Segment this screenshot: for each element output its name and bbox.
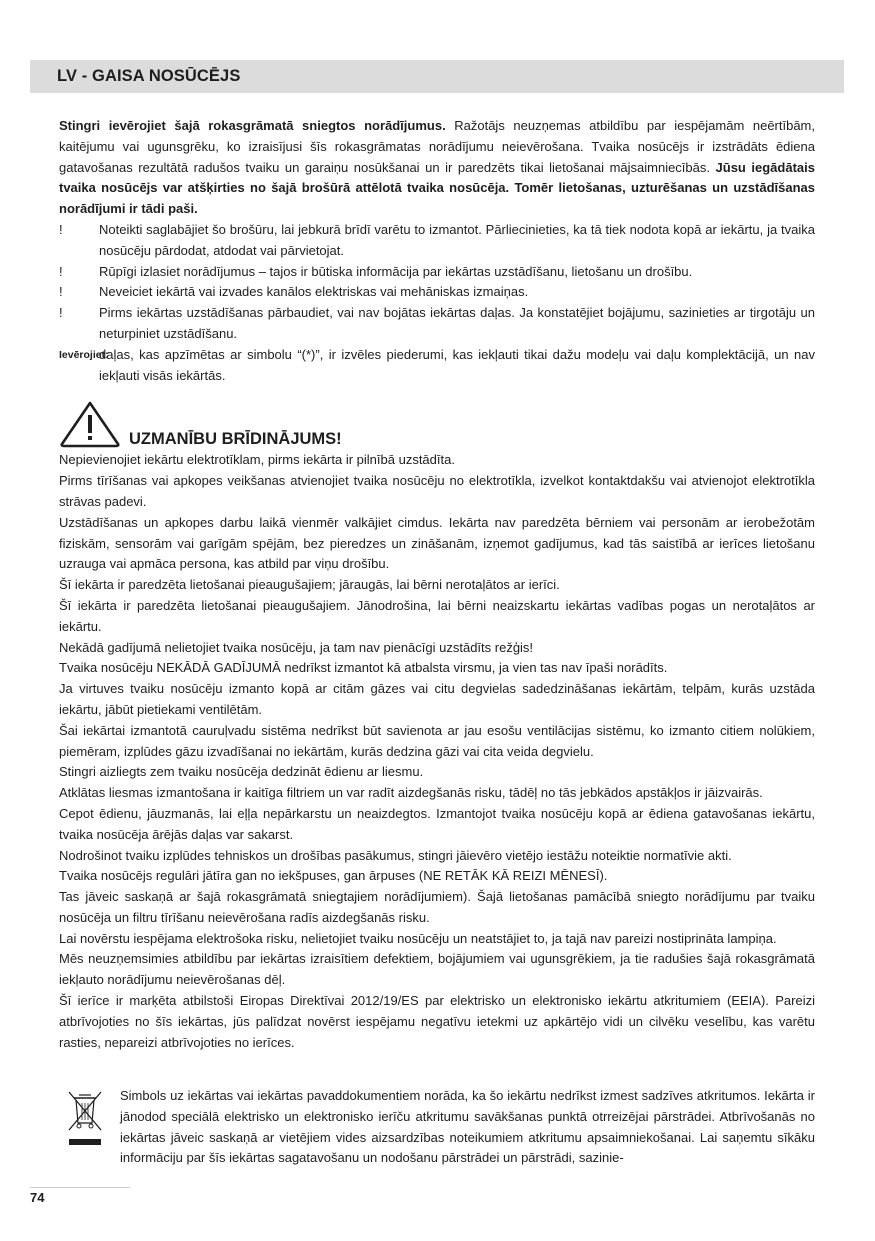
- bullet-text: Neveiciet iekārtā vai izvades kanālos elektriskas vai mehāniskas izmaiņas.: [99, 284, 529, 300]
- warning-paragraph: Šai iekārtai izmantotā cauruļvadu sistēma nedrīkst būt savienota ar jau esošu ventilācijas sistēmu, ko izmanto citiem nolūkiem, piemēram, izplūdes gāzu izvadīšanai no iekārtām, kurās dedzina gāzi vai cita veida degvielu.: [59, 722, 815, 759]
- intro-text: Ražotājs neuzņemas atbildību par iespējamām neērtībām, kaitējumu vai ugunsgrēku, ko izraisījusi šīs rokasgrāmatas norādījumu neievērošana. Tvaika nosūcējs ir izstrādāts ēdiena gatavošanas rezultātā radušos tvaiku un garaiņu nosūkšanai un ir paredzēts tikai lietošanai mājsaimniecībās.: [59, 118, 815, 175]
- warning-paragraph: Tvaika nosūcēju NEKĀDĀ GADĪJUMĀ nedrīkst izmantot kā atbalsta virsmu, ja vien tas nav īpaši norādīts.: [59, 660, 668, 676]
- bullet-text: Pirms iekārtas uzstādīšanas pārbaudiet, vai nav bojātas iekārtas daļas. Ja konstatējiet bojājumu, sazinieties ar tirgotāju un neturpiniet uzstādīšanu.: [99, 305, 815, 341]
- warning-paragraph: Šī iekārta ir paredzēta lietošanai pieaugušajiem. Jānodrošina, lai bērni neaizskartu iekārtas vadības pogas un nerotaļātos ar iekārtu.: [59, 597, 815, 634]
- warning-paragraph: Tas jāveic saskaņā ar šajā rokasgrāmatā sniegtajiem norādījumiem). Šajā lietošanas pamācībā sniegto norādījumu par tvaiku nosūcēja un filtru tīrīšanu neievērošana radīs aizdegšanās risku.: [59, 889, 815, 925]
- warning-paragraph: Uzstādīšanas un apkopes darbu laikā vienmēr valkājiet cimdus. Iekārta nav paredzēta bērniem vai personām ar ierobežotām fiziskām, sensorām vai garīgām spējām, bez pieredzes un zināšanām, izņemot gadījumus, kad tās saistībā ar ierīces lietošanu uzrauga vai apmāca persona, kas atbild par viņu drošību.: [59, 514, 815, 572]
- warning-paragraph: Ja virtuves tvaiku nosūcēju izmanto kopā ar citām gāzes vai citu degvielas sadedzināšanas iekārtām, telpām, kurās uzstāda iekārtu, jābūt pietiekami ventilētām.: [59, 681, 815, 717]
- footer-divider: [30, 1187, 130, 1188]
- exclamation-icon: !: [59, 221, 63, 237]
- warning-triangle-icon: [59, 400, 121, 448]
- bullet-item: [59, 220, 815, 262]
- bullet-item: [59, 262, 815, 283]
- warning-paragraph: Stingri aizliegts zem tvaiku nosūcēja dedzināt ēdienu ar liesmu.: [59, 764, 424, 780]
- crossed-out-bin-icon: [65, 1086, 105, 1150]
- warning-paragraph: Šī ierīce ir marķēta atbilstoši Eiropas Direktīvai 2012/19/ES par elektrisko un elektronisko iekārtu atkritumiem (EEIA). Pareizi atbrīvojoties no šīs iekārtas, jūs palīdzat novērst iespējamu negatīvu ietekmi uz apkārtējo vidi un cilvēku veselību, kas varētu rasties, nepareizi atbrīvojoties no ierīces.: [59, 993, 815, 1050]
- exclamation-icon: !: [59, 284, 63, 300]
- bullet-item: [59, 282, 815, 303]
- bullet-text: Noteikti saglabājiet šo brošūru, lai jebkurā brīdī varētu to izmantot. Pārliecinieties, ka tā tiek nodota kopā ar iekārtu, ja tvaika nosūcēju pārdodat, atdodat vai pārvietojat.: [99, 221, 815, 258]
- warning-paragraph: Tvaika nosūcējs regulāri jātīra gan no iekšpuses, gan ārpuses (NE RETĀK KĀ REIZI MĒNESĪ).: [59, 868, 608, 884]
- note-text: daļas, kas apzīmētas ar simbolu “(*)”, ir izvēles piederumi, kas iekļauti tikai dažu modeļu vai daļu komplektācijā, un nav iekļauti visās iekārtās.: [99, 346, 815, 383]
- note-label: Ievērojiet:: [59, 348, 109, 361]
- intro-bold-end: Jūsu iegādātais tvaika nosūcējs var atšķirties no šajā brošūrā attēlotā tvaika nosūcēja. Tomēr lietošanas, uzturēšanas un uzstādīšanas norādījumi ir tādi paši.: [59, 159, 815, 217]
- intro-bold-start: Stingri ievērojiet šajā rokasgrāmatā sniegtos norādījumus.: [59, 118, 446, 133]
- warning-paragraph: Lai novērstu iespējama elektrošoka risku, nelietojiet tvaiku nosūcēju un neatstājiet to, ja tajā nav pareizi nostiprināta lampiņa.: [59, 930, 777, 946]
- section-title: LV - GAISA NOSŪCĒJS: [57, 67, 241, 85]
- intro-paragraph: [59, 116, 815, 220]
- warnings-list: [59, 450, 815, 1053]
- section-header-bar: [30, 60, 844, 93]
- page-number: 74: [30, 1190, 45, 1205]
- warnings-title: UZMANĪBU BRĪDINĀJUMS!: [129, 430, 342, 449]
- warning-paragraph: Atklātas liesmas izmantošana ir kaitīga filtriem un var radīt aizdegšanās risku, tādēļ no tās jebkādos apstākļos ir jāizvairās.: [59, 785, 763, 801]
- warnings-heading: [59, 400, 815, 450]
- document-body: [59, 116, 815, 1053]
- note-paragraph: [59, 345, 815, 387]
- warning-paragraph: Cepot ēdienu, jāuzmanās, lai eļļa nepārkarstu un neaizdegtos. Izmantojot tvaika nosūcēju kopā ar ēdiena gatavošanas iekārtu, tvaika nosūcēja ārējās daļas var sakarst.: [59, 805, 815, 842]
- warning-paragraph: Nekādā gadījumā nelietojiet tvaika nosūcēju, ja tam nav pienācīgi uzstādīts režģis!: [59, 639, 534, 655]
- bullet-item: [59, 303, 815, 345]
- bullet-text: Rūpīgi izlasiet norādījumus – tajos ir būtiska informācija par iekārtas uzstādīšanu, lietošanu un drošību.: [99, 263, 693, 279]
- exclamation-icon: !: [59, 305, 63, 321]
- warning-paragraph: Pirms tīrīšanas vai apkopes veikšanas atvienojiet tvaika nosūcēju no elektrotīkla, izvelkot kontaktdakšu vai atvienojot elektrotīkla strāvas padevi.: [59, 473, 815, 509]
- warning-paragraph: Mēs neuzņemsimies atbildību par iekārtas izraisītiem defektiem, bojājumiem vai ugunsgrēkiem, ja tie radušies šajā rokasgrāmatā iekļauto norādījumu neievērošanas dēļ.: [59, 951, 815, 988]
- weee-text: Simbols uz iekārtas vai iekārtas pavaddokumentiem norāda, ka šo iekārtu nedrīkst izmest sadzīves atkritumos. Iekārta ir jānodod speciālā elektrisko un elektronisko ierīču atkritumu savākšanas punktā otrreizējai pārstrādei. Atbrīvošanās no iekārtas jāveic saskaņā ar vietējiem vides aizsardzības noteikumiem atkritumu apsaimniekošanai. Lai saņemtu sīkāku informāciju par šīs iekārtas sagatavošanu un nodošanu pārstrādei un pārstrādi, sazinie-: [120, 1088, 815, 1166]
- warning-paragraph: Nodrošinot tvaiku izplūdes tehniskos un drošības pasākumus, stingri jāievēro vietējo iestāžu noteiktie normatīvie akti.: [59, 847, 732, 863]
- warning-paragraph: Šī iekārta ir paredzēta lietošanai pieaugušajiem; jāraugās, lai bērni nerotaļātos ar ierīci.: [59, 577, 560, 593]
- warning-paragraph: Nepievienojiet iekārtu elektrotīklam, pirms iekārta ir pilnībā uzstādīta.: [59, 452, 455, 468]
- exclamation-icon: !: [59, 263, 63, 279]
- weee-notice: [59, 1086, 815, 1169]
